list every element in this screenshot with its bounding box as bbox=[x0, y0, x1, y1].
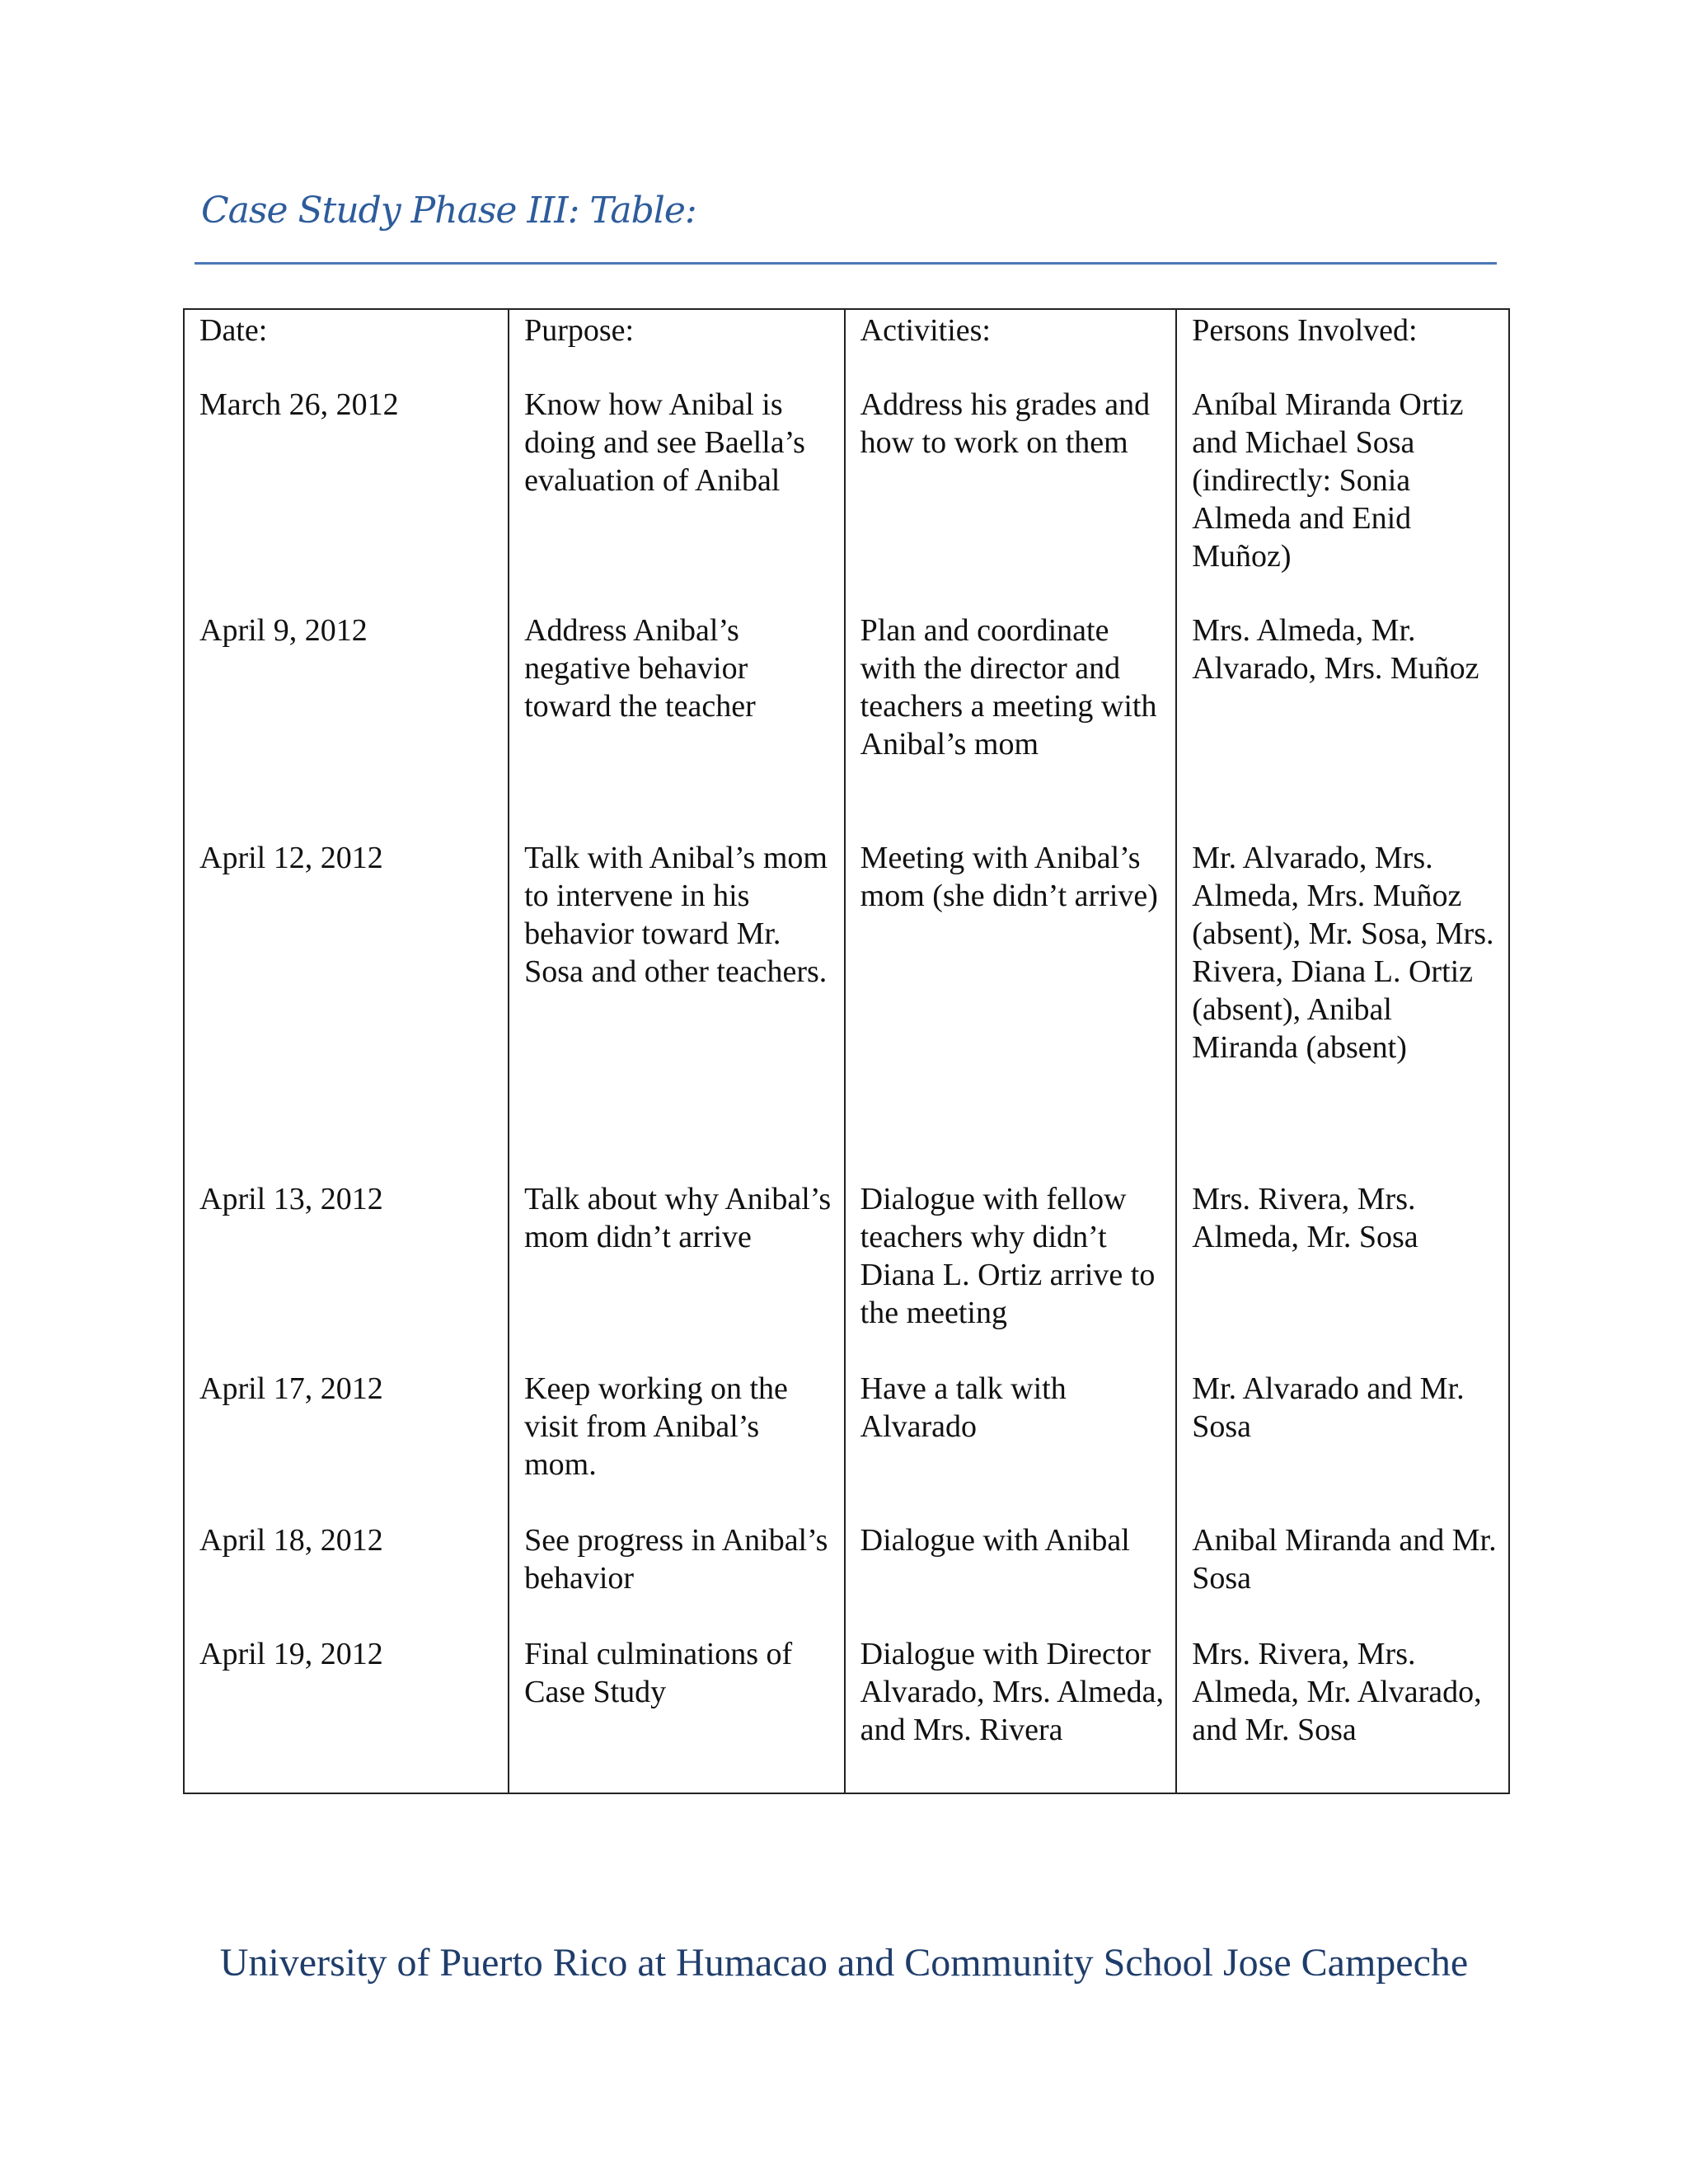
column-header-activities: Activities: bbox=[845, 309, 1177, 386]
table-row bbox=[184, 1521, 1509, 1635]
cell-date: March 26, 2012 bbox=[184, 386, 509, 612]
cell-purpose: Talk with Anibal’s mom to intervene in his behavior toward Mr. Sosa and other teachers. bbox=[509, 839, 845, 1180]
cell-date: April 12, 2012 bbox=[184, 839, 509, 1180]
case-study-table bbox=[183, 308, 1510, 1794]
heading-divider bbox=[195, 262, 1497, 265]
table-row bbox=[184, 1370, 1509, 1521]
cell-persons: Aníbal Miranda Ortiz and Michael Sosa (indirectly: Sonia Almeda and Enid Muñoz) bbox=[1176, 386, 1509, 612]
cell-activities: Plan and coordinate with the director and teachers a meeting with Anibal’s mom bbox=[845, 612, 1177, 839]
column-header-date: Date: bbox=[184, 309, 509, 386]
cell-persons: Mrs. Rivera, Mrs. Almeda, Mr. Alvarado, and Mr. Sosa bbox=[1176, 1635, 1509, 1793]
cell-persons: Mr. Alvarado, Mrs. Almeda, Mrs. Muñoz (absent), Mr. Sosa, Mrs. Rivera, Diana L. Ortiz (absent), Anibal Miranda (absent) bbox=[1176, 839, 1509, 1180]
cell-activities: Dialogue with Anibal bbox=[845, 1521, 1177, 1635]
cell-date: April 9, 2012 bbox=[184, 612, 509, 839]
cell-activities: Address his grades and how to work on them bbox=[845, 386, 1177, 612]
cell-activities: Dialogue with Director Alvarado, Mrs. Almeda, and Mrs. Rivera bbox=[845, 1635, 1177, 1793]
table-row bbox=[184, 1635, 1509, 1793]
column-header-purpose: Purpose: bbox=[509, 309, 845, 386]
table-row bbox=[184, 386, 1509, 612]
cell-purpose: See progress in Anibal’s behavior bbox=[509, 1521, 845, 1635]
page-heading: Case Study Phase III: Table: bbox=[201, 190, 696, 232]
cell-persons: Mrs. Rivera, Mrs. Almeda, Mr. Sosa bbox=[1176, 1180, 1509, 1370]
cell-persons: Mr. Alvarado and Mr. Sosa bbox=[1176, 1370, 1509, 1521]
cell-persons: Anibal Miranda and Mr. Sosa bbox=[1176, 1521, 1509, 1635]
cell-date: April 18, 2012 bbox=[184, 1521, 509, 1635]
cell-purpose: Address Anibal’s negative behavior toward the teacher bbox=[509, 612, 845, 839]
table-header-row bbox=[184, 309, 1509, 386]
cell-date: April 13, 2012 bbox=[184, 1180, 509, 1370]
table-row bbox=[184, 612, 1509, 839]
cell-date: April 17, 2012 bbox=[184, 1370, 509, 1521]
cell-activities: Meeting with Anibal’s mom (she didn’t arrive) bbox=[845, 839, 1177, 1180]
cell-purpose: Keep working on the visit from Anibal’s mom. bbox=[509, 1370, 845, 1521]
cell-purpose: Talk about why Anibal’s mom didn’t arrive bbox=[509, 1180, 845, 1370]
page-footer: University of Puerto Rico at Humacao and Community School Jose Campeche bbox=[219, 1941, 1469, 1985]
table-row bbox=[184, 1180, 1509, 1370]
cell-date: April 19, 2012 bbox=[184, 1635, 509, 1793]
cell-persons: Mrs. Almeda, Mr. Alvarado, Mrs. Muñoz bbox=[1176, 612, 1509, 839]
cell-activities: Have a talk with Alvarado bbox=[845, 1370, 1177, 1521]
cell-purpose: Know how Anibal is doing and see Baella’s evaluation of Anibal bbox=[509, 386, 845, 612]
table-row bbox=[184, 839, 1509, 1180]
column-header-persons-involved: Persons Involved: bbox=[1176, 309, 1509, 386]
cell-activities: Dialogue with fellow teachers why didn’t Diana L. Ortiz arrive to the meeting bbox=[845, 1180, 1177, 1370]
cell-purpose: Final culminations of Case Study bbox=[509, 1635, 845, 1793]
